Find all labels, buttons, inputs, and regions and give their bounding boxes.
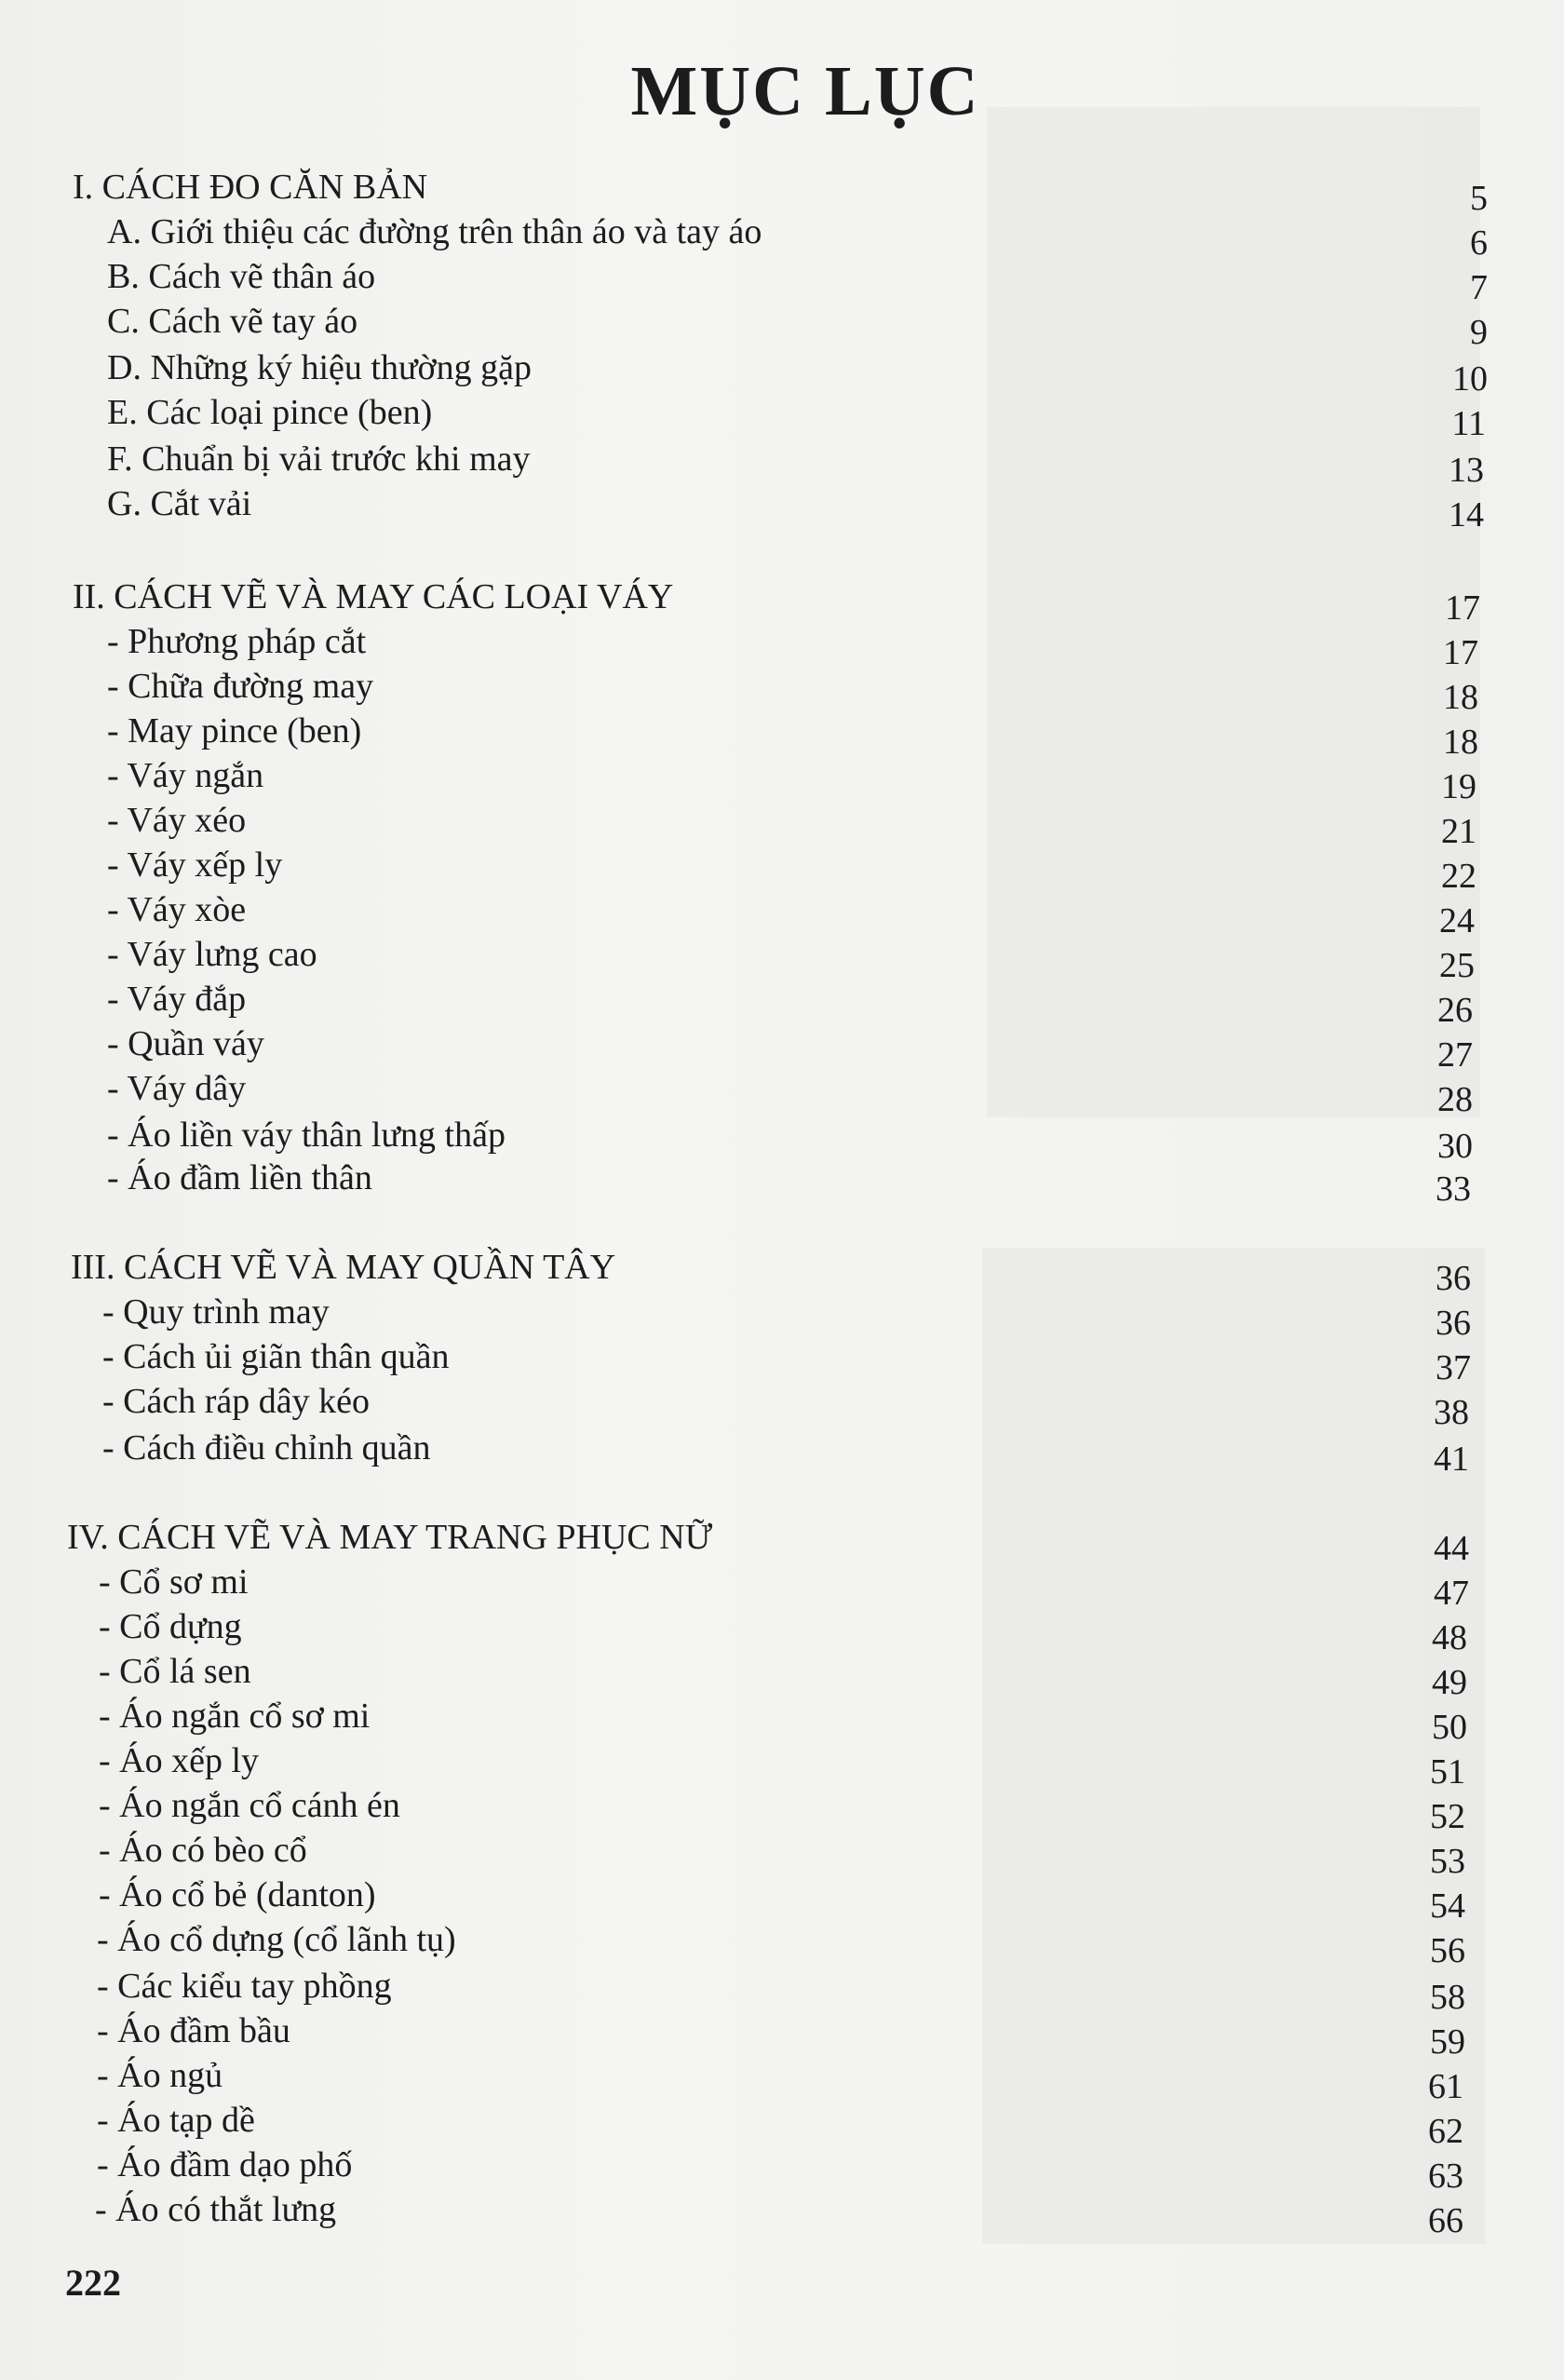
toc-entry-page: 47 [1434, 1574, 1469, 1613]
toc-entry-page: 22 [1441, 857, 1476, 896]
toc-entry-page: 51 [1430, 1752, 1465, 1792]
toc-entry [107, 300, 1488, 352]
toc-entry-page: 19 [1441, 767, 1476, 806]
toc-entry-page: 36 [1436, 1259, 1471, 1298]
toc-entry-page: 59 [1430, 2022, 1465, 2062]
toc-entry [99, 1695, 1467, 1747]
toc-entry-page: 41 [1434, 1440, 1469, 1479]
toc-entry [107, 438, 1484, 490]
toc-entry [107, 888, 1475, 940]
toc-entry [99, 1650, 1467, 1702]
toc-entry-label: E. Các loại pince (ben) [107, 393, 433, 432]
toc-entry-page: 7 [1470, 268, 1488, 307]
toc-entry-label: - Cổ sơ mi [99, 1562, 249, 1602]
toc-entry-label: - Áo liền váy thân lưng thấp [107, 1116, 506, 1155]
toc-entry-label: - Váy xéo [107, 801, 247, 840]
toc-entry [73, 166, 1488, 218]
toc-entry-label: A. Giới thiệu các đường trên thân áo và tay áo [107, 212, 762, 251]
toc-entry-page: 26 [1437, 991, 1473, 1030]
toc-entry-label: G. Cắt vải [107, 484, 252, 523]
toc-entry-page: 56 [1430, 1931, 1465, 1970]
toc-entry-label: - Cách ủi giãn thân quần [102, 1337, 450, 1376]
toc-entry-page: 66 [1428, 2201, 1463, 2240]
toc-entry-label: - Váy đắp [107, 980, 247, 1019]
toc-entry [107, 346, 1488, 399]
toc-entry-page: 13 [1449, 451, 1484, 490]
toc-entry [97, 1918, 1465, 1970]
toc-entry-page: 18 [1443, 723, 1478, 762]
toc-entry-label: - Cổ dựng [99, 1607, 242, 1646]
toc-entry [97, 2143, 1463, 2196]
toc-entry-label: IV. CÁCH VẼ VÀ MAY TRANG PHỤC NỮ [67, 1518, 713, 1557]
toc-entry-label: - Váy lưng cao [107, 935, 317, 974]
toc-entry-page: 36 [1436, 1304, 1471, 1343]
toc-entry-label: F. Chuẩn bị vải trước khi may [107, 439, 531, 479]
toc-entry-label: III. CÁCH VẼ VÀ MAY QUẦN TÂY [71, 1248, 616, 1287]
toc-entry [107, 933, 1475, 985]
toc-entry [107, 620, 1478, 672]
toc-entry-page: 37 [1436, 1348, 1471, 1387]
toc-entry [97, 1965, 1465, 2017]
toc-entry-label: II. CÁCH VẼ VÀ MAY CÁC LOẠI VÁY [73, 577, 674, 616]
toc-entry-page: 53 [1430, 1842, 1465, 1881]
toc-entry-page: 48 [1432, 1618, 1467, 1657]
toc-entry [99, 1561, 1469, 1613]
page-title: MỤC LỤC [630, 52, 980, 130]
toc-entry [107, 482, 1484, 534]
toc-entry-label: - Áo xếp ly [99, 1741, 260, 1780]
toc-entry [102, 1335, 1471, 1387]
toc-entry-page: 58 [1430, 1978, 1465, 2017]
toc-entry [102, 1380, 1469, 1432]
toc-entry-label: - Quần váy [107, 1024, 264, 1063]
toc-entry [97, 2009, 1465, 2062]
toc-entry [102, 1427, 1469, 1479]
toc-entry [71, 1246, 1471, 1298]
page-number: 222 [65, 2262, 121, 2304]
toc-entry [107, 799, 1476, 851]
toc-entry-page: 38 [1434, 1393, 1469, 1432]
toc-entry-label: - Áo cổ dựng (cổ lãnh tụ) [97, 1920, 456, 1959]
toc-entry-page: 14 [1449, 495, 1484, 534]
toc-entry [107, 1022, 1473, 1075]
toc-entry [99, 1739, 1465, 1792]
toc-entry [99, 1829, 1465, 1881]
toc-entry-label: - Phương pháp cắt [107, 622, 367, 661]
toc-entry-page: 11 [1451, 404, 1486, 443]
toc-entry-label: - May pince (ben) [107, 711, 362, 751]
toc-entry [99, 1605, 1467, 1657]
toc-entry-page: 63 [1428, 2157, 1463, 2196]
toc-entry-page: 49 [1432, 1663, 1467, 1702]
toc-entry [107, 844, 1476, 896]
toc-entry [107, 391, 1486, 443]
toc-entry [73, 575, 1480, 628]
toc-entry [107, 1067, 1473, 1119]
toc-entry-page: 28 [1437, 1080, 1473, 1119]
toc-entry-label: - Áo tạp dề [97, 2101, 255, 2140]
toc-entry-label: - Áo đầm liền thân [107, 1158, 372, 1197]
toc-entry [99, 1784, 1465, 1836]
toc-entry-label: - Váy xòe [107, 890, 247, 929]
toc-entry-page: 17 [1445, 588, 1480, 628]
toc-entry [97, 2054, 1463, 2106]
toc-entry-label: - Áo ngủ [97, 2056, 223, 2095]
toc-entry-page: 24 [1439, 901, 1475, 940]
toc-entry-label: I. CÁCH ĐO CĂN BẢN [73, 168, 428, 207]
toc-entry-label: - Cách điều chỉnh quần [102, 1428, 431, 1467]
toc-entry [107, 255, 1488, 307]
toc-entry-label: - Áo ngắn cổ cánh én [99, 1786, 400, 1825]
toc-entry-label: B. Cách vẽ thân áo [107, 257, 376, 296]
toc-entry-page: 33 [1436, 1170, 1471, 1209]
toc-entry-page: 5 [1470, 179, 1488, 218]
toc-entry-page: 18 [1443, 678, 1478, 717]
toc-entry-label: - Cổ lá sen [99, 1652, 251, 1691]
toc-entry-page: 44 [1434, 1529, 1469, 1568]
toc-entry-label: - Áo có thắt lưng [95, 2190, 337, 2229]
toc-entry-page: 17 [1443, 633, 1478, 672]
toc-entry [107, 210, 1488, 263]
toc-entry-page: 52 [1430, 1797, 1465, 1836]
toc-entry [97, 2099, 1463, 2151]
toc-entry-label: - Áo ngắn cổ sơ mi [99, 1697, 371, 1736]
toc-entry-label: D. Những ký hiệu thường gặp [107, 348, 533, 387]
toc-entry-page: 50 [1432, 1708, 1467, 1747]
toc-entry [107, 978, 1473, 1030]
toc-entry-page: 27 [1437, 1035, 1473, 1075]
toc-entry-label: - Áo đầm dạo phố [97, 2145, 353, 2184]
toc-entry-page: 10 [1452, 359, 1488, 399]
toc-entry [107, 1156, 1471, 1209]
toc-entry [99, 1873, 1465, 1926]
toc-entry [67, 1516, 1469, 1568]
toc-entry-page: 61 [1428, 2067, 1463, 2106]
toc-entry-label: - Áo cổ bẻ (danton) [99, 1875, 376, 1914]
toc-entry-label: - Các kiểu tay phồng [97, 1967, 392, 2006]
toc-entry-page: 21 [1441, 812, 1476, 851]
toc-entry-label: - Áo có bèo cổ [99, 1831, 307, 1870]
toc-entry-page: 9 [1470, 313, 1488, 352]
toc-entry-label: - Cách ráp dây kéo [102, 1382, 370, 1421]
toc-entry [107, 754, 1476, 806]
toc-entry [107, 1114, 1473, 1166]
toc-entry [107, 710, 1478, 762]
toc-entry-page: 25 [1439, 946, 1475, 985]
toc-entry-label: - Chữa đường may [107, 667, 374, 706]
toc-entry-page: 62 [1428, 2112, 1463, 2151]
toc-entry-label: - Váy ngắn [107, 756, 264, 795]
toc-entry [102, 1291, 1471, 1343]
toc-entry-label: - Váy dây [107, 1069, 247, 1108]
toc-entry-label: C. Cách vẽ tay áo [107, 302, 358, 341]
toc-entry-label: - Áo đầm bầu [97, 2011, 290, 2050]
toc-entry-page: 30 [1437, 1127, 1473, 1166]
toc-entry [107, 665, 1478, 717]
toc-entry-label: - Váy xếp ly [107, 845, 283, 885]
toc-entry-page: 6 [1470, 223, 1488, 263]
toc-entry-page: 54 [1430, 1886, 1465, 1926]
toc-entry [95, 2188, 1463, 2240]
toc-entry-label: - Quy trình may [102, 1292, 330, 1332]
